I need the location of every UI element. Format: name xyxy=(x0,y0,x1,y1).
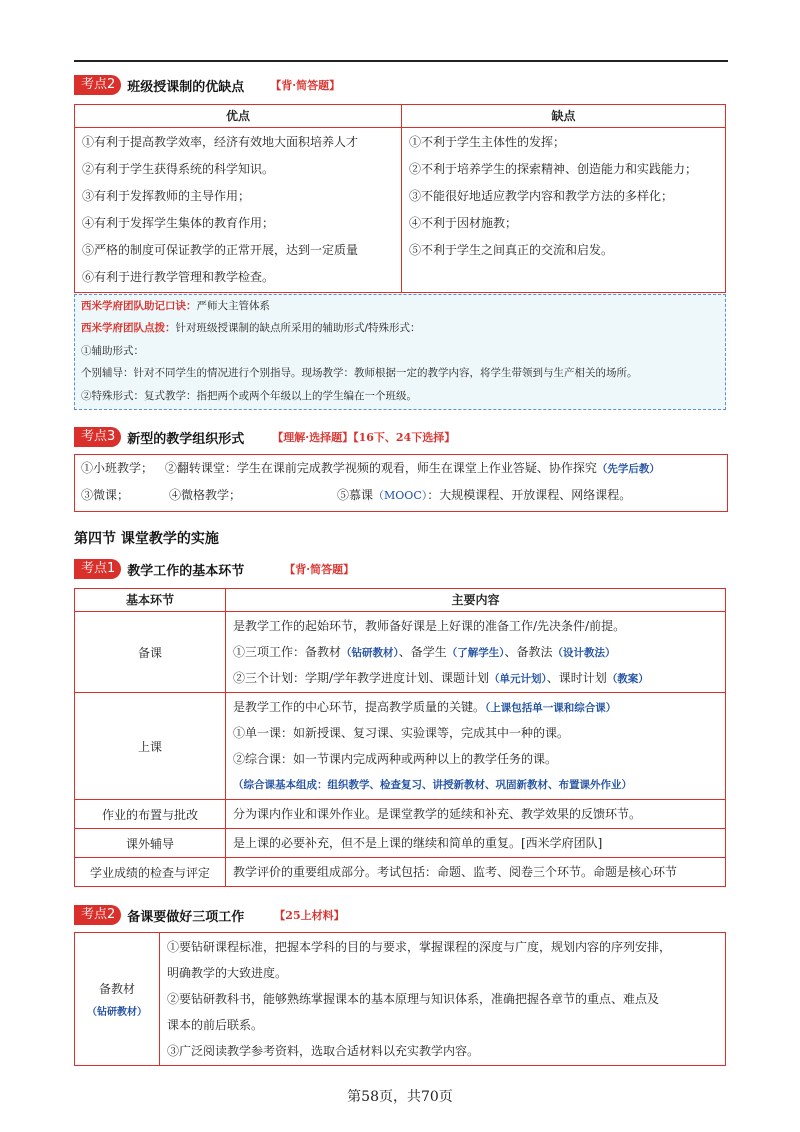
item-mooc: ⑤慕课 xyxy=(337,488,374,502)
item-flipped-class: ②翻转课堂：学生在课前完成教学视频的观看，师生在课堂上作业答疑、协作探究 xyxy=(164,461,597,475)
page-footer: 第58页，共70页 xyxy=(347,1089,453,1105)
header-content: 主要内容 xyxy=(226,589,726,612)
step-content xyxy=(226,858,726,887)
content-line: 分为课内作业和课外作业。是课堂教学的延续和补充、教学效果的反馈环节。 xyxy=(233,807,642,821)
section-header-kp2b xyxy=(74,905,345,925)
tip-box xyxy=(74,294,726,410)
chapter-title: 第四节 课堂教学的实施 xyxy=(74,531,219,547)
con-item: ④不利于因材施教； xyxy=(409,216,518,230)
tip-line: 个别辅导：针对不同学生的情况进行个别指导。现场教学：教师根据一定的教学内容，将学生带领到与生产相关的场所。 xyxy=(81,367,638,380)
section-title: 班级授课制的优缺点 xyxy=(127,79,245,95)
con-item: ⑤不利于学生之间真正的交流和启发。 xyxy=(409,243,614,257)
tip-text: 严师大主管体系 xyxy=(196,300,270,312)
section-badge: 考点3 xyxy=(74,427,121,447)
tip-label: 西米学府团队点拨： xyxy=(81,322,176,335)
tip-text: 针对班级授课制的缺点所采用的辅助形式/特殊形式： xyxy=(175,322,421,335)
con-item: ③不能很好地适应教学内容和教学方法的多样化； xyxy=(409,189,674,203)
content-line: ①单一课：如新授课、复习课、实验课等，完成其中一种的课。 xyxy=(233,726,570,740)
section-header-kp3 xyxy=(74,427,455,447)
step-key: 学业成绩的检查与评定 xyxy=(75,858,226,887)
pro-item: ⑥有利于进行教学管理和教学检查。 xyxy=(82,270,275,284)
pro-item: ⑤严格的制度可保证教学的正常开展，达到一定质量 xyxy=(82,243,359,257)
content-line: 是上课的必要补充，但不是上课的继续和简单的重复。[西米学府团队] xyxy=(233,836,603,850)
header-cons: 缺点 xyxy=(402,105,726,128)
section-badge: 考点2 xyxy=(74,905,121,925)
step-key: 上课 xyxy=(75,693,226,800)
prep-content xyxy=(160,933,726,1066)
box-row xyxy=(75,482,727,509)
tip-line: ①辅助形式： xyxy=(81,344,144,357)
teaching-steps-table xyxy=(74,588,726,887)
section-header-kp2 xyxy=(74,75,340,95)
content-line: ②三个计划：学期/学年教学进度计划、课题计划（单元计划）、课时计划（教案） xyxy=(233,671,649,685)
step-content xyxy=(226,693,726,800)
top-rule xyxy=(74,60,728,62)
section-title: 新型的教学组织形式 xyxy=(127,431,245,447)
pro-item: ③有利于发挥教师的主导作用； xyxy=(82,189,251,203)
con-item: ①不利于学生主体性的发挥； xyxy=(409,135,566,149)
content-line: 教学评价的重要组成部分。考试包括：命题、监考、阅卷三个环节。命题是核心环节 xyxy=(233,865,678,879)
note-blue: （MOOC） xyxy=(373,489,428,502)
section-tag: 【背·简答题】 xyxy=(270,79,341,92)
pro-item: ①有利于提高教学效率，经济有效地大面积培养人才 xyxy=(82,135,359,149)
content-line: ①三项工作：备教材（钻研教材）、备学生（了解学生）、备教法（设计教法） xyxy=(233,645,616,659)
tip-label: 西米学府团队助记口诀： xyxy=(81,300,197,312)
pros-cons-table xyxy=(74,104,726,293)
content-line: （综合课基本组成：组织教学、检查复习、讲授新教材、巩固新教材、布置课外作业） xyxy=(233,779,632,791)
content-line: ①要钻研课程标准，把握本学科的目的与要求，掌握课程的深度与广度，规划内容的序列安排， xyxy=(167,940,672,954)
tip-line xyxy=(75,295,725,317)
tip-line: ②特殊形式：复式教学：指把两个或两个年级以上的学生编在一个班级。 xyxy=(81,389,417,402)
section-tag: 【25上材料】 xyxy=(274,909,345,922)
pro-item: ②有利于学生获得系统的科学知识。 xyxy=(82,162,275,176)
section-badge: 考点1 xyxy=(74,559,121,579)
step-key: 作业的布置与批改 xyxy=(75,800,226,829)
prep-key: 备教材 （钻研教材） xyxy=(75,933,160,1066)
content-line: 是教学工作的起始环节，教师备好课是上好课的准备工作/先决条件/前提。 xyxy=(233,619,626,633)
item-small-class: ①小班教学； xyxy=(81,461,154,475)
content-line: 明确教学的大致进度。 xyxy=(167,966,288,980)
header-step: 基本环节 xyxy=(75,589,226,612)
item-micro-lesson: ③微课； xyxy=(81,488,130,502)
section-title: 教学工作的基本环节 xyxy=(127,563,245,579)
section-title: 备课要做好三项工作 xyxy=(127,909,245,925)
section-header-kp1 xyxy=(74,559,354,579)
note-blue: （先学后教） xyxy=(596,463,660,475)
section-tag: 【理解·选择题】【16下、24下选择】 xyxy=(272,431,456,444)
content-line: ②综合课：如一节课内完成两种或两种以上的教学任务的课。 xyxy=(233,752,558,766)
section-badge: 考点2 xyxy=(74,75,121,95)
pro-item: ④有利于发挥学生集体的教育作用； xyxy=(82,216,275,230)
content-line: 是教学工作的中心环节，提高教学质量的关键。（上课包括单一课和综合课） xyxy=(233,700,617,714)
step-content xyxy=(226,829,726,858)
section-tag: 【背·简答题】 xyxy=(284,563,355,576)
tip-line xyxy=(75,317,725,339)
step-content xyxy=(226,800,726,829)
header-pros: 优点 xyxy=(75,105,402,128)
step-key: 备课 xyxy=(75,612,226,693)
box-row xyxy=(75,455,727,482)
item-mooc-desc: ：大规模课程、开放课程、网络课程。 xyxy=(427,488,632,502)
step-content xyxy=(226,612,726,693)
step-key: 课外辅导 xyxy=(75,829,226,858)
content-line: ②要钻研教科书，能够熟练掌握课本的基本原理与知识体系，准确把握各章节的重点、难点及 xyxy=(167,992,660,1006)
content-line: ③广泛阅读教学参考资料，选取合适材料以充实教学内容。 xyxy=(167,1044,480,1058)
new-forms-box xyxy=(74,454,728,512)
cons-cell xyxy=(402,128,726,293)
con-item: ②不利于培养学生的探索精神、创造能力和实践能力； xyxy=(409,162,698,176)
prep-table xyxy=(74,932,726,1066)
pros-cell xyxy=(75,128,402,293)
content-line: 课本的前后联系。 xyxy=(167,1018,264,1032)
item-microteaching: ④微格教学； xyxy=(169,488,242,502)
